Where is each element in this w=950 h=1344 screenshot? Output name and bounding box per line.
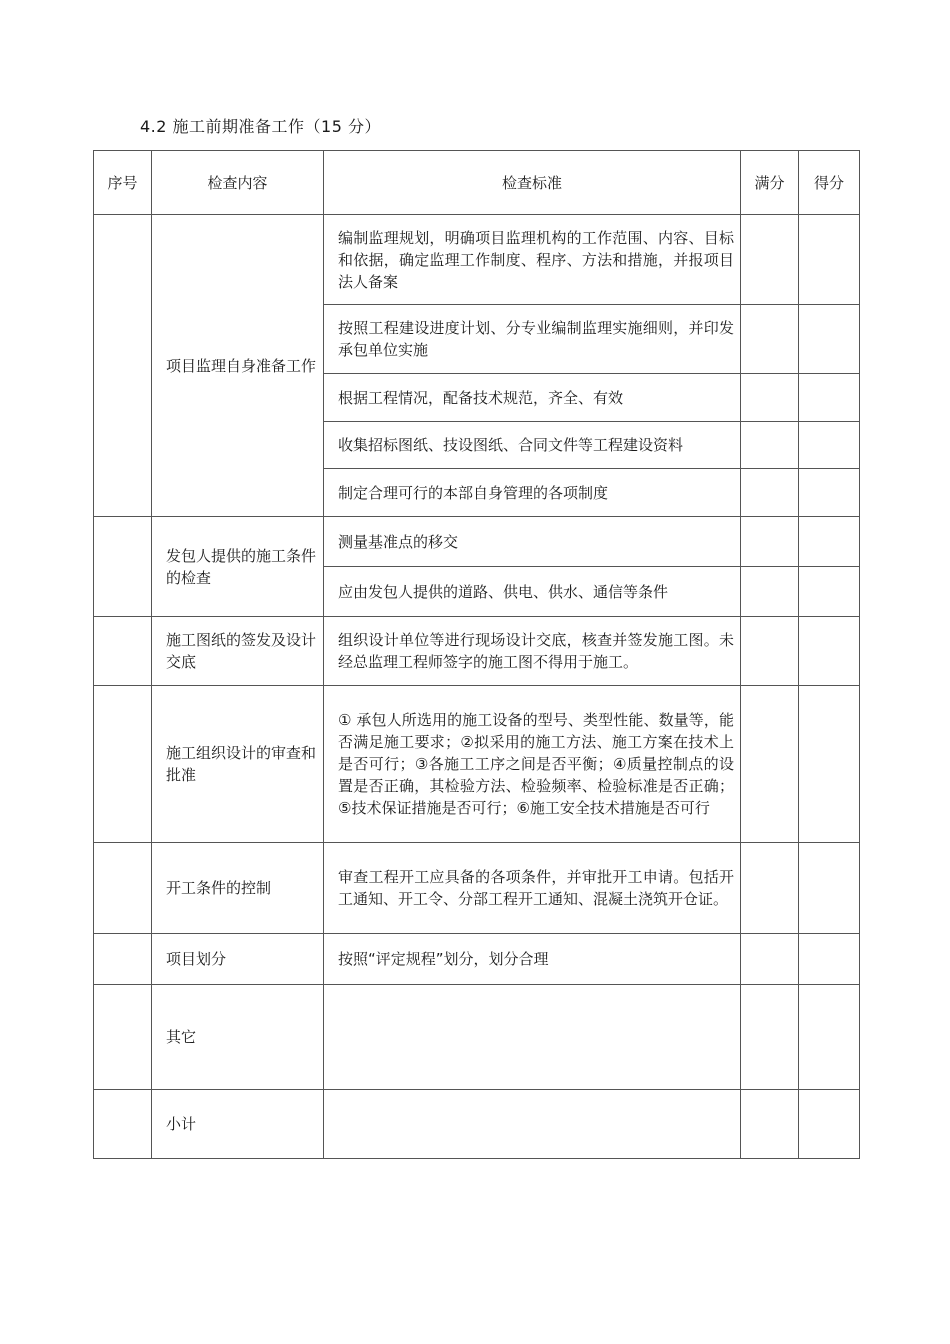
full-score-cell: [741, 617, 799, 686]
item-cell: 项目监理自身准备工作: [152, 215, 324, 517]
table-row: [94, 617, 860, 686]
score-cell[interactable]: [799, 985, 860, 1090]
table-row: [94, 985, 860, 1090]
full-score-cell: [741, 469, 799, 517]
seq-cell: [94, 686, 152, 843]
standard-cell: [324, 985, 741, 1090]
score-cell[interactable]: [799, 843, 860, 934]
table-header-row: [94, 151, 860, 215]
standard-cell: 收集招标图纸、技设图纸、合同文件等工程建设资料: [324, 422, 741, 469]
seq-cell: [94, 215, 152, 517]
score-cell[interactable]: [799, 422, 860, 469]
table-row: [94, 1090, 860, 1159]
score-cell[interactable]: [799, 567, 860, 617]
inspection-table: [93, 150, 860, 1159]
full-score-cell: [741, 567, 799, 617]
standard-cell: 制定合理可行的本部自身管理的各项制度: [324, 469, 741, 517]
section-title: 4.2 施工前期准备工作（15 分）: [140, 117, 381, 136]
full-score-cell: [741, 934, 799, 985]
score-cell[interactable]: [799, 617, 860, 686]
item-cell: 小计: [152, 1090, 324, 1159]
table-row: [94, 934, 860, 985]
item-cell: 施工图纸的签发及设计交底: [152, 617, 324, 686]
header-seq: 序号: [94, 151, 152, 215]
seq-cell: [94, 934, 152, 985]
score-cell[interactable]: [799, 469, 860, 517]
item-cell: 施工组织设计的审查和批准: [152, 686, 324, 843]
table-row: [94, 686, 860, 843]
standard-cell: 根据工程情况，配备技术规范，齐全、有效: [324, 374, 741, 422]
seq-cell: [94, 617, 152, 686]
score-cell[interactable]: [799, 934, 860, 985]
header-score: 得分: [799, 151, 860, 215]
table-row: [94, 517, 860, 567]
score-cell[interactable]: [799, 305, 860, 374]
score-cell[interactable]: [799, 215, 860, 305]
full-score-cell: [741, 215, 799, 305]
header-content: 检查内容: [152, 151, 324, 215]
standard-cell: ① 承包人所选用的施工设备的型号、类型性能、数量等，能否满足施工要求；②拟采用的施工方法、施工方案在技术上是否可行；③各施工工序之间是否平衡；④质量控制点的设置是否正确，其检验方法、检验频率、检验标准是否正确；⑤技术保证措施是否可行；⑥施工安全技术措施是否可行: [324, 686, 741, 843]
standard-cell: [324, 1090, 741, 1159]
standard-cell: 编制监理规划，明确项目监理机构的工作范围、内容、目标和依据，确定监理工作制度、程序、方法和措施，并报项目法人备案: [324, 215, 741, 305]
table-row: [94, 215, 860, 305]
full-score-cell: [741, 374, 799, 422]
full-score-cell: [741, 686, 799, 843]
standard-cell: 审查工程开工应具备的各项条件，并审批开工申请。包括开工通知、开工令、分部工程开工通知、混凝土浇筑开仓证。: [324, 843, 741, 934]
standard-cell: 应由发包人提供的道路、供电、供水、通信等条件: [324, 567, 741, 617]
full-score-cell: [741, 1090, 799, 1159]
score-cell[interactable]: [799, 374, 860, 422]
seq-cell: [94, 517, 152, 617]
header-standard: 检查标准: [324, 151, 741, 215]
score-cell[interactable]: [799, 686, 860, 843]
full-score-cell: [741, 517, 799, 567]
score-cell[interactable]: [799, 517, 860, 567]
full-score-cell: [741, 305, 799, 374]
full-score-cell: [741, 422, 799, 469]
full-score-cell: [741, 843, 799, 934]
item-cell: 发包人提供的施工条件的检查: [152, 517, 324, 617]
standard-cell: 按照工程建设进度计划、分专业编制监理实施细则，并印发承包单位实施: [324, 305, 741, 374]
standard-cell: 组织设计单位等进行现场设计交底，核查并签发施工图。未经总监理工程师签字的施工图不得用于施工。: [324, 617, 741, 686]
seq-cell: [94, 843, 152, 934]
table-row: [94, 843, 860, 934]
full-score-cell: [741, 985, 799, 1090]
standard-cell: 测量基准点的移交: [324, 517, 741, 567]
item-cell: 开工条件的控制: [152, 843, 324, 934]
seq-cell: [94, 985, 152, 1090]
header-full-score: 满分: [741, 151, 799, 215]
item-cell: 其它: [152, 985, 324, 1090]
item-cell: 项目划分: [152, 934, 324, 985]
standard-cell: 按照“评定规程”划分，划分合理: [324, 934, 741, 985]
score-cell[interactable]: [799, 1090, 860, 1159]
seq-cell: [94, 1090, 152, 1159]
